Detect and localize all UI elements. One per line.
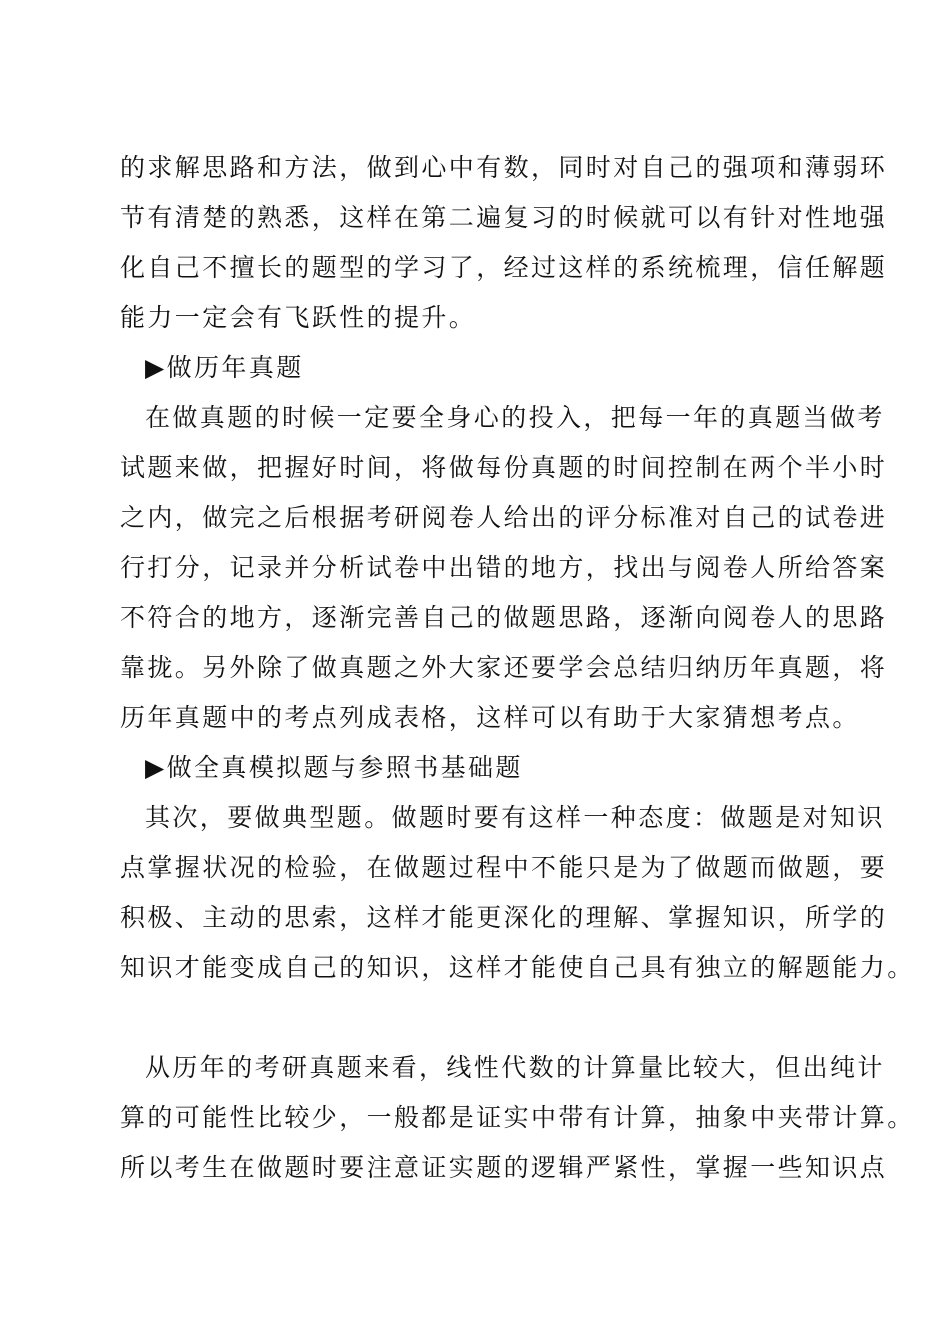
section-heading: ▶做历年真题 <box>145 353 304 382</box>
paragraph-line: 的求解思路和方法，做到心中有数，同时对自己的强项和薄弱环 <box>120 153 888 182</box>
paragraph-line: 其次，要做典型题。做题时要有这样一种态度：做题是对知识 <box>145 803 885 832</box>
paragraph-line: 算的可能性比较少，一般都是证实中带有计算，抽象中夹带计算。 <box>120 1103 915 1132</box>
paragraph-line: 知识才能变成自己的知识，这样才能使自己具有独立的解题能力。 <box>120 953 915 982</box>
paragraph-line: 在做真题的时候一定要全身心的投入，把每一年的真题当做考 <box>145 403 885 432</box>
paragraph-line: 靠拢。另外除了做真题之外大家还要学会总结归纳历年真题，将 <box>120 653 888 682</box>
paragraph-gap <box>120 993 840 1043</box>
document-body <box>120 143 915 1193</box>
paragraph-line: 积极、主动的思索，这样才能更深化的理解、掌握知识，所学的 <box>120 903 888 932</box>
section-heading: ▶做全真模拟题与参照书基础题 <box>145 753 523 782</box>
paragraph-line: 节有清楚的熟悉，这样在第二遍复习的时候就可以有针对性地强 <box>120 203 888 232</box>
paragraph-line: 之内，做完之后根据考研阅卷人给出的评分标准对自己的试卷进 <box>120 503 888 532</box>
paragraph-line: 能力一定会有飞跃性的提升。 <box>120 303 477 332</box>
paragraph-line: 点掌握状况的检验，在做题过程中不能只是为了做题而做题，要 <box>120 853 888 882</box>
paragraph-line: 化自己不擅长的题型的学习了，经过这样的系统梳理，信任解题 <box>120 253 888 282</box>
paragraph-line: 历年真题中的考点列成表格，这样可以有助于大家猜想考点。 <box>120 703 860 732</box>
paragraph-line: 行打分，记录并分析试卷中出错的地方，找出与阅卷人所给答案 <box>120 553 888 582</box>
paragraph-line: 试题来做，把握好时间，将做每份真题的时间控制在两个半小时 <box>120 453 888 482</box>
paragraph-line: 从历年的考研真题来看，线性代数的计算量比较大，但出纯计 <box>145 1053 885 1082</box>
paragraph-line: 不符合的地方，逐渐完善自己的做题思路，逐渐向阅卷人的思路 <box>120 603 888 632</box>
paragraph-line: 所以考生在做题时要注意证实题的逻辑严紧性，掌握一些知识点 <box>120 1153 888 1182</box>
